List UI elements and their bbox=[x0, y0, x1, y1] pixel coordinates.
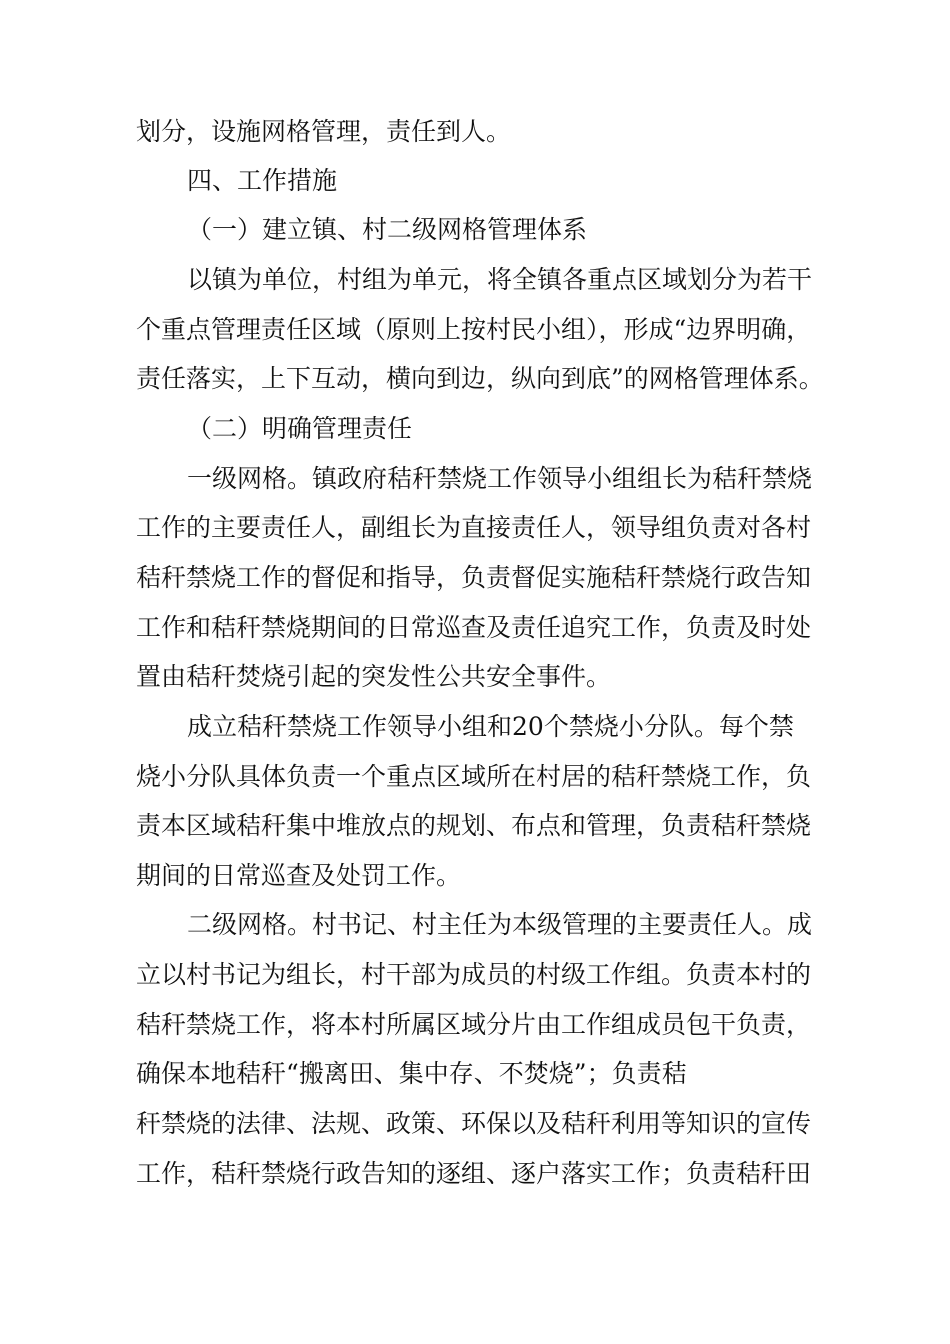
paragraph-line: 责任落实，上下互动，横向到边，纵向到底”的网格管理体系。 bbox=[136, 364, 824, 393]
paragraph-line: 一级网格。镇政府秸秆禁烧工作领导小组组长为秸秆禁烧 bbox=[187, 464, 813, 493]
paragraph-line: 烧小分队具体负责一个重点区域所在村居的秸秆禁烧工作，负 bbox=[136, 762, 812, 791]
paragraph-line: 确保本地秸秆“搬离田、集中存、不焚烧”；负责秸 bbox=[136, 1059, 687, 1088]
section-heading: 四、工作措施 bbox=[187, 166, 338, 195]
subsection-heading: （二）明确管理责任 bbox=[187, 414, 413, 443]
paragraph-line: 以镇为单位，村组为单元，将全镇各重点区域划分为若干 bbox=[187, 265, 813, 294]
paragraph-line: 个重点管理责任区域（原则上按村民小组），形成“边界明确， bbox=[136, 315, 812, 344]
paragraph-line: 二级网格。村书记、村主任为本级管理的主要责任人。成 bbox=[187, 910, 813, 939]
paragraph-line: 工作和秸秆禁烧期间的日常巡查及责任追究工作，负责及时处 bbox=[136, 613, 812, 642]
paragraph-line: 工作的主要责任人，副组长为直接责任人，领导组负责对各村 bbox=[136, 513, 812, 542]
paragraph-line: 秸秆禁烧工作，将本村所属区域分片由工作组成员包干负责， bbox=[136, 1010, 812, 1039]
paragraph-line: 成立秸秆禁烧工作领导小组和20个禁烧小分队。每个禁 bbox=[187, 712, 794, 741]
paragraph-line: 工作，秸秆禁烧行政告知的逐组、逐户落实工作；负责秸秆田 bbox=[136, 1159, 812, 1188]
paragraph-line: 立以村书记为组长，村干部为成员的村级工作组。负责本村的 bbox=[136, 960, 812, 989]
subsection-heading: （一）建立镇、村二级网格管理体系 bbox=[187, 215, 588, 244]
paragraph-line: 秸秆禁烧工作的督促和指导，负责督促实施秸秆禁烧行政告知 bbox=[136, 563, 812, 592]
paragraph-line: 期间的日常巡查及处罚工作。 bbox=[136, 861, 462, 890]
paragraph-line: 责本区域秸秆集中堆放点的规划、布点和管理，负责秸秆禁烧 bbox=[136, 811, 812, 840]
paragraph-line: 置由秸秆焚烧引起的突发性公共安全事件。 bbox=[136, 662, 612, 691]
paragraph-line: 秆禁烧的法律、法规、政策、环保以及秸秆利用等知识的宣传 bbox=[136, 1109, 812, 1138]
text-line: 划分，设施网格管理，责任到人。 bbox=[136, 117, 512, 146]
